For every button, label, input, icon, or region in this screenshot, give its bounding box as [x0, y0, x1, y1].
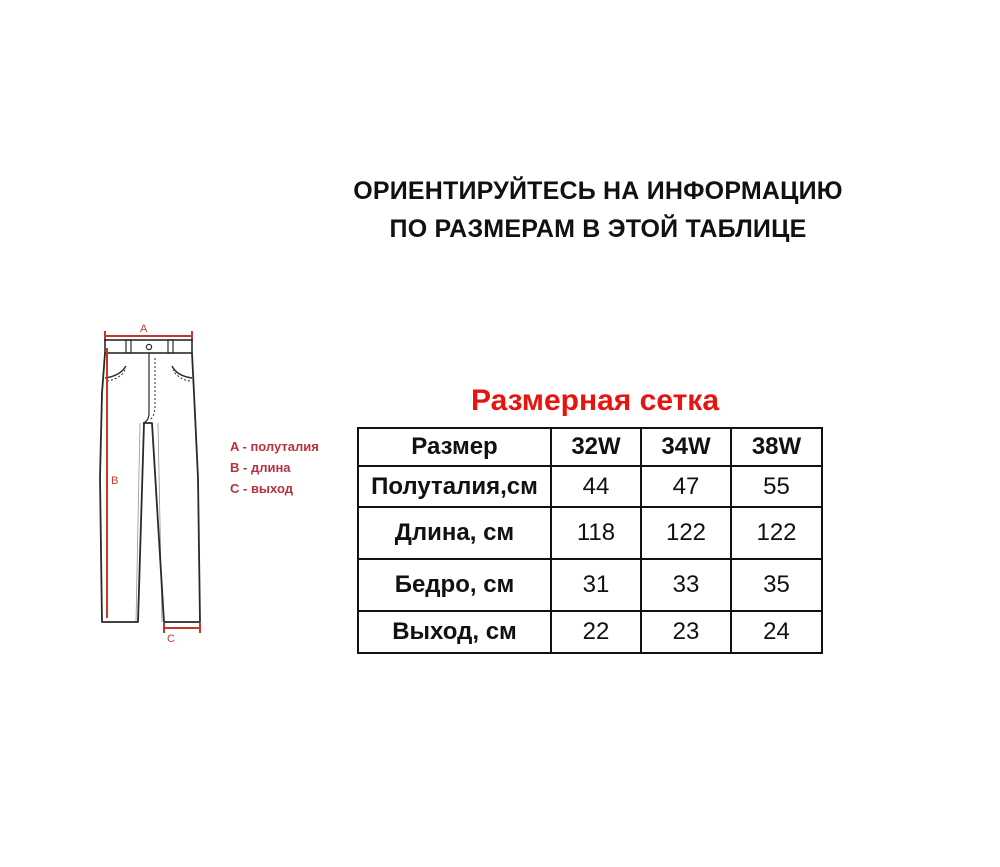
- header-34w: 34W: [641, 428, 731, 466]
- header-32w: 32W: [551, 428, 641, 466]
- page-heading: [300, 172, 896, 248]
- waistband: [105, 340, 192, 353]
- table-cell: 35: [731, 559, 822, 611]
- header-size: Размер: [358, 428, 551, 466]
- legend-item-b: B - длина: [230, 460, 291, 475]
- label-a: A: [140, 323, 148, 335]
- table-cell: 47: [641, 466, 731, 507]
- size-grid-title: Размерная сетка: [470, 384, 720, 417]
- table-cell: 31: [551, 559, 641, 611]
- table-cell: 33: [641, 559, 731, 611]
- table-cell: 24: [731, 611, 822, 653]
- header-38w: 38W: [731, 428, 822, 466]
- table-row: [358, 466, 822, 507]
- table-row: [358, 559, 822, 611]
- heading-line-2: ПО РАЗМЕРАМ В ЭТОЙ ТАБЛИЦЕ: [389, 215, 807, 243]
- legend-item-c: C - выход: [230, 481, 293, 496]
- row-label-leg-opening: Выход, см: [358, 611, 551, 653]
- label-b: B: [111, 475, 119, 487]
- table-cell: 23: [641, 611, 731, 653]
- table-cell: 44: [551, 466, 641, 507]
- pants-outline: [100, 353, 200, 622]
- table-cell: 22: [551, 611, 641, 653]
- legend-item-a: A - полуталия: [230, 439, 319, 454]
- table-cell: 122: [641, 507, 731, 559]
- row-label-length: Длина, см: [358, 507, 551, 559]
- diagram-legend: [230, 436, 319, 499]
- row-label-hip: Бедро, см: [358, 559, 551, 611]
- row-label-waist: Полуталия,см: [358, 466, 551, 507]
- button: [146, 344, 151, 349]
- table-header-row: [358, 428, 822, 466]
- table-cell: 122: [731, 507, 822, 559]
- label-c: C: [167, 633, 175, 645]
- size-table: [357, 427, 823, 654]
- table-cell: 55: [731, 466, 822, 507]
- table-row: [358, 611, 822, 653]
- heading-line-1: ОРИЕНТИРУЙТЕСЬ НА ИНФОРМАЦИЮ: [353, 177, 843, 205]
- table-cell: 118: [551, 507, 641, 559]
- table-row: [358, 507, 822, 559]
